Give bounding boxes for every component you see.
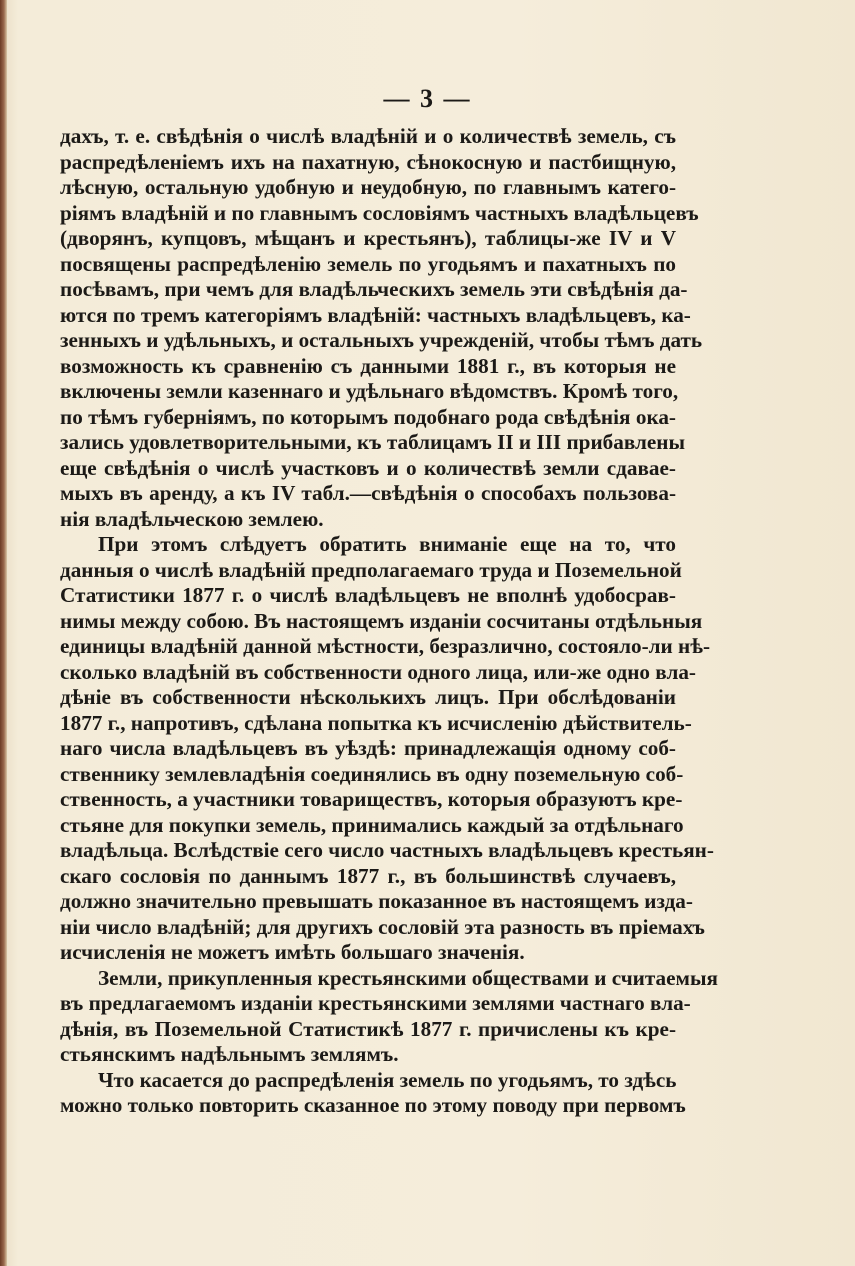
text-line: скаго сословія по даннымъ 1877 г., въ большинствѣ случаевъ, — [60, 863, 676, 888]
text-line: ственнику землевладѣнія соединялись въ одну поземельную соб- — [60, 761, 684, 786]
text-line: наго числа владѣльцевъ въ уѣздѣ: принадлежащія одному соб- — [60, 736, 676, 760]
text-line: единицы владѣній данной мѣстности, безразлично, состояло-ли нѣ- — [60, 634, 711, 658]
body-text — [60, 124, 718, 1119]
text-line: дѣніе въ собственности нѣсколькихъ лицъ. При обслѣдованіи — [60, 685, 676, 709]
text-line: мыхъ въ аренду, а къ IV табл.—свѣдѣнія о способахъ пользова- — [60, 481, 676, 505]
text-line: посѣвамъ, при чемъ для владѣльческихъ земель эти свѣдѣнія да- — [60, 277, 688, 301]
text-line: въ предлагаемомъ изданіи крестьянскими землями частнаго вла- — [60, 991, 691, 1015]
text-line: посвящены распредѣленію земель по угодьямъ и пахатныхъ по — [60, 251, 676, 276]
text-line: включены земли казеннаго и удѣльнаго вѣдомствъ. Кромѣ того, — [60, 379, 679, 403]
text-line: владѣльца. Вслѣдствіе сего число частныхъ владѣльцевъ крестьян- — [60, 838, 714, 862]
text-line: нія владѣльческою землею. — [60, 506, 324, 531]
text-line: исчисленія не можетъ имѣть большаго значенія. — [60, 940, 525, 964]
text-line: стьянскимъ надѣльнымъ землямъ. — [60, 1042, 399, 1066]
text-line: Статистики 1877 г. о числѣ владѣльцевъ не вполнѣ удобосрав- — [60, 583, 676, 607]
text-line: нимы между собою. Въ настоящемъ изданіи сосчитаны отдѣльныя — [60, 608, 703, 633]
text-line: дѣнія, въ Поземельной Статистикѣ 1877 г. причислены къ кре- — [60, 1016, 676, 1041]
text-line: 1877 г., напротивъ, сдѣлана попытка къ исчисленію дѣйствитель- — [60, 710, 692, 735]
text-line: дахъ, т. е. свѣдѣнія о числѣ владѣній и о количествѣ земель, съ — [60, 124, 676, 148]
text-line: данныя о числѣ владѣній предполагаемаго труда и Поземельной — [60, 557, 682, 582]
book-binding-edge — [0, 0, 7, 1266]
text-line: по тѣмъ губерніямъ, по которымъ подобнаго рода свѣдѣнія ока- — [60, 404, 676, 429]
text-line: возможность къ сравненію съ данными 1881 г., въ которыя не — [60, 353, 676, 378]
text-line: ются по тремъ категоріямъ владѣній: частныхъ владѣльцевъ, ка- — [60, 302, 691, 327]
text-line: можно только повторить сказанное по этому поводу при первомъ — [60, 1093, 686, 1117]
text-line: еще свѣдѣнія о числѣ участковъ и о количествѣ земли сдавае- — [60, 455, 676, 480]
text-line: распредѣленіемъ ихъ на пахатную, сѣнокосную и пастбищную, — [60, 149, 676, 174]
text-line: ріямъ владѣній и по главнымъ сословіямъ частныхъ владѣльцевъ — [60, 200, 699, 225]
text-line: ніи число владѣній; для другихъ сословій эта разность въ пріемахъ — [60, 914, 705, 939]
text-line: ственность, а участники товариществъ, которыя образуютъ кре- — [60, 787, 683, 811]
text-line: стьяне для покупки земель, принимались каждый за отдѣльнаго — [60, 812, 684, 837]
text-line: сколько владѣній въ собственности одного лица, или-же одно вла- — [60, 659, 696, 684]
text-line: зались удовлетворительными, къ таблицамъ II и III прибавлены — [60, 430, 686, 454]
page-number: — 3 — — [383, 84, 472, 113]
text-line: должно значительно превышать показанное въ настоящемъ изда- — [60, 889, 693, 913]
text-line: Земли, прикупленныя крестьянскими обществами и считаемыя — [98, 965, 718, 990]
text-line: Что касается до распредѣленія земель по угодьямъ, то здѣсь — [98, 1067, 677, 1092]
text-line: (дворянъ, купцовъ, мѣщанъ и крестьянъ), таблицы-же IV и V — [60, 226, 676, 250]
text-line: лѣсную, остальную удобную и неудобную, по главнымъ катего- — [60, 175, 676, 199]
text-line: зенныхъ и удѣльныхъ, и остальныхъ учрежденій, чтобы тѣмъ дать — [60, 328, 703, 352]
text-line: При этомъ слѣдуетъ обратить вниманіе еще на то, что — [98, 532, 676, 556]
